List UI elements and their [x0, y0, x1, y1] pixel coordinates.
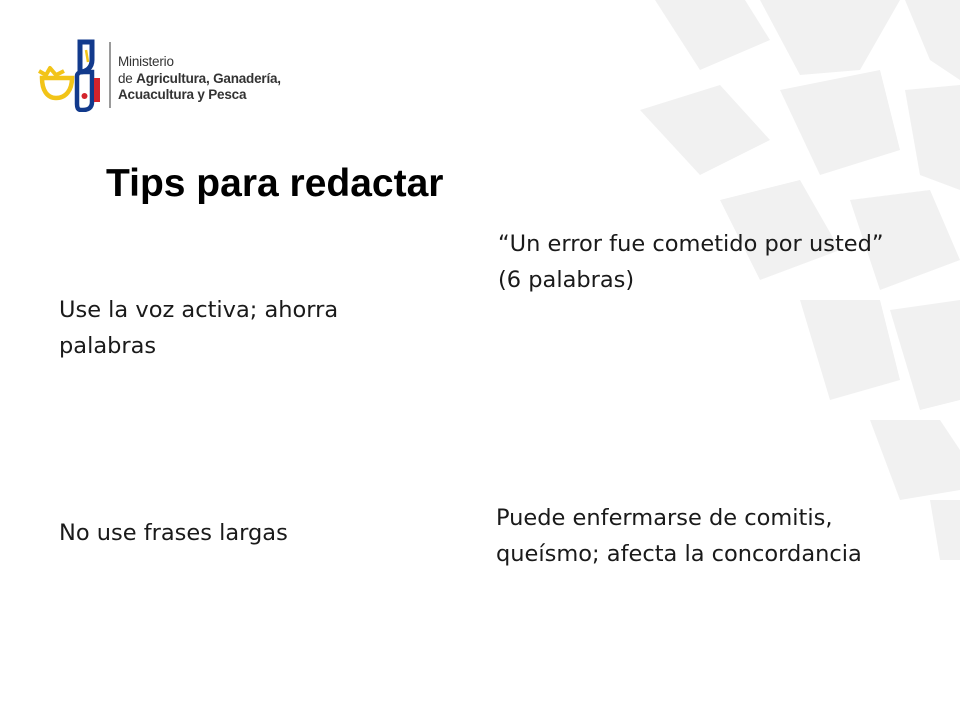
ministry-name-line1: Ministerio: [118, 54, 174, 69]
logo-divider: [109, 42, 111, 108]
tip-2-example: Puede enfermarse de comitis, queísmo; afecta la concordancia: [496, 505, 862, 567]
ministry-name-line2-prefix: de: [118, 70, 137, 86]
slide-title: Tips para redactar: [106, 162, 444, 205]
ministry-name: [118, 54, 281, 104]
ministry-name-line2: [118, 71, 281, 88]
ministry-name-line2-bold: Agricultura, Ganadería,: [136, 70, 281, 86]
ministry-logo: [36, 38, 311, 118]
tip-1-example: “Un error fue cometido por usted” (6 palabras): [498, 231, 884, 293]
tip-1-rule: Use la voz activa; ahorra palabras: [59, 297, 339, 359]
ministry-name-line3: Acuacultura y Pesca: [118, 87, 247, 102]
tip-2-rule: No use frases largas: [59, 520, 288, 546]
ecuador-ministry-emblem-icon: [36, 38, 108, 112]
